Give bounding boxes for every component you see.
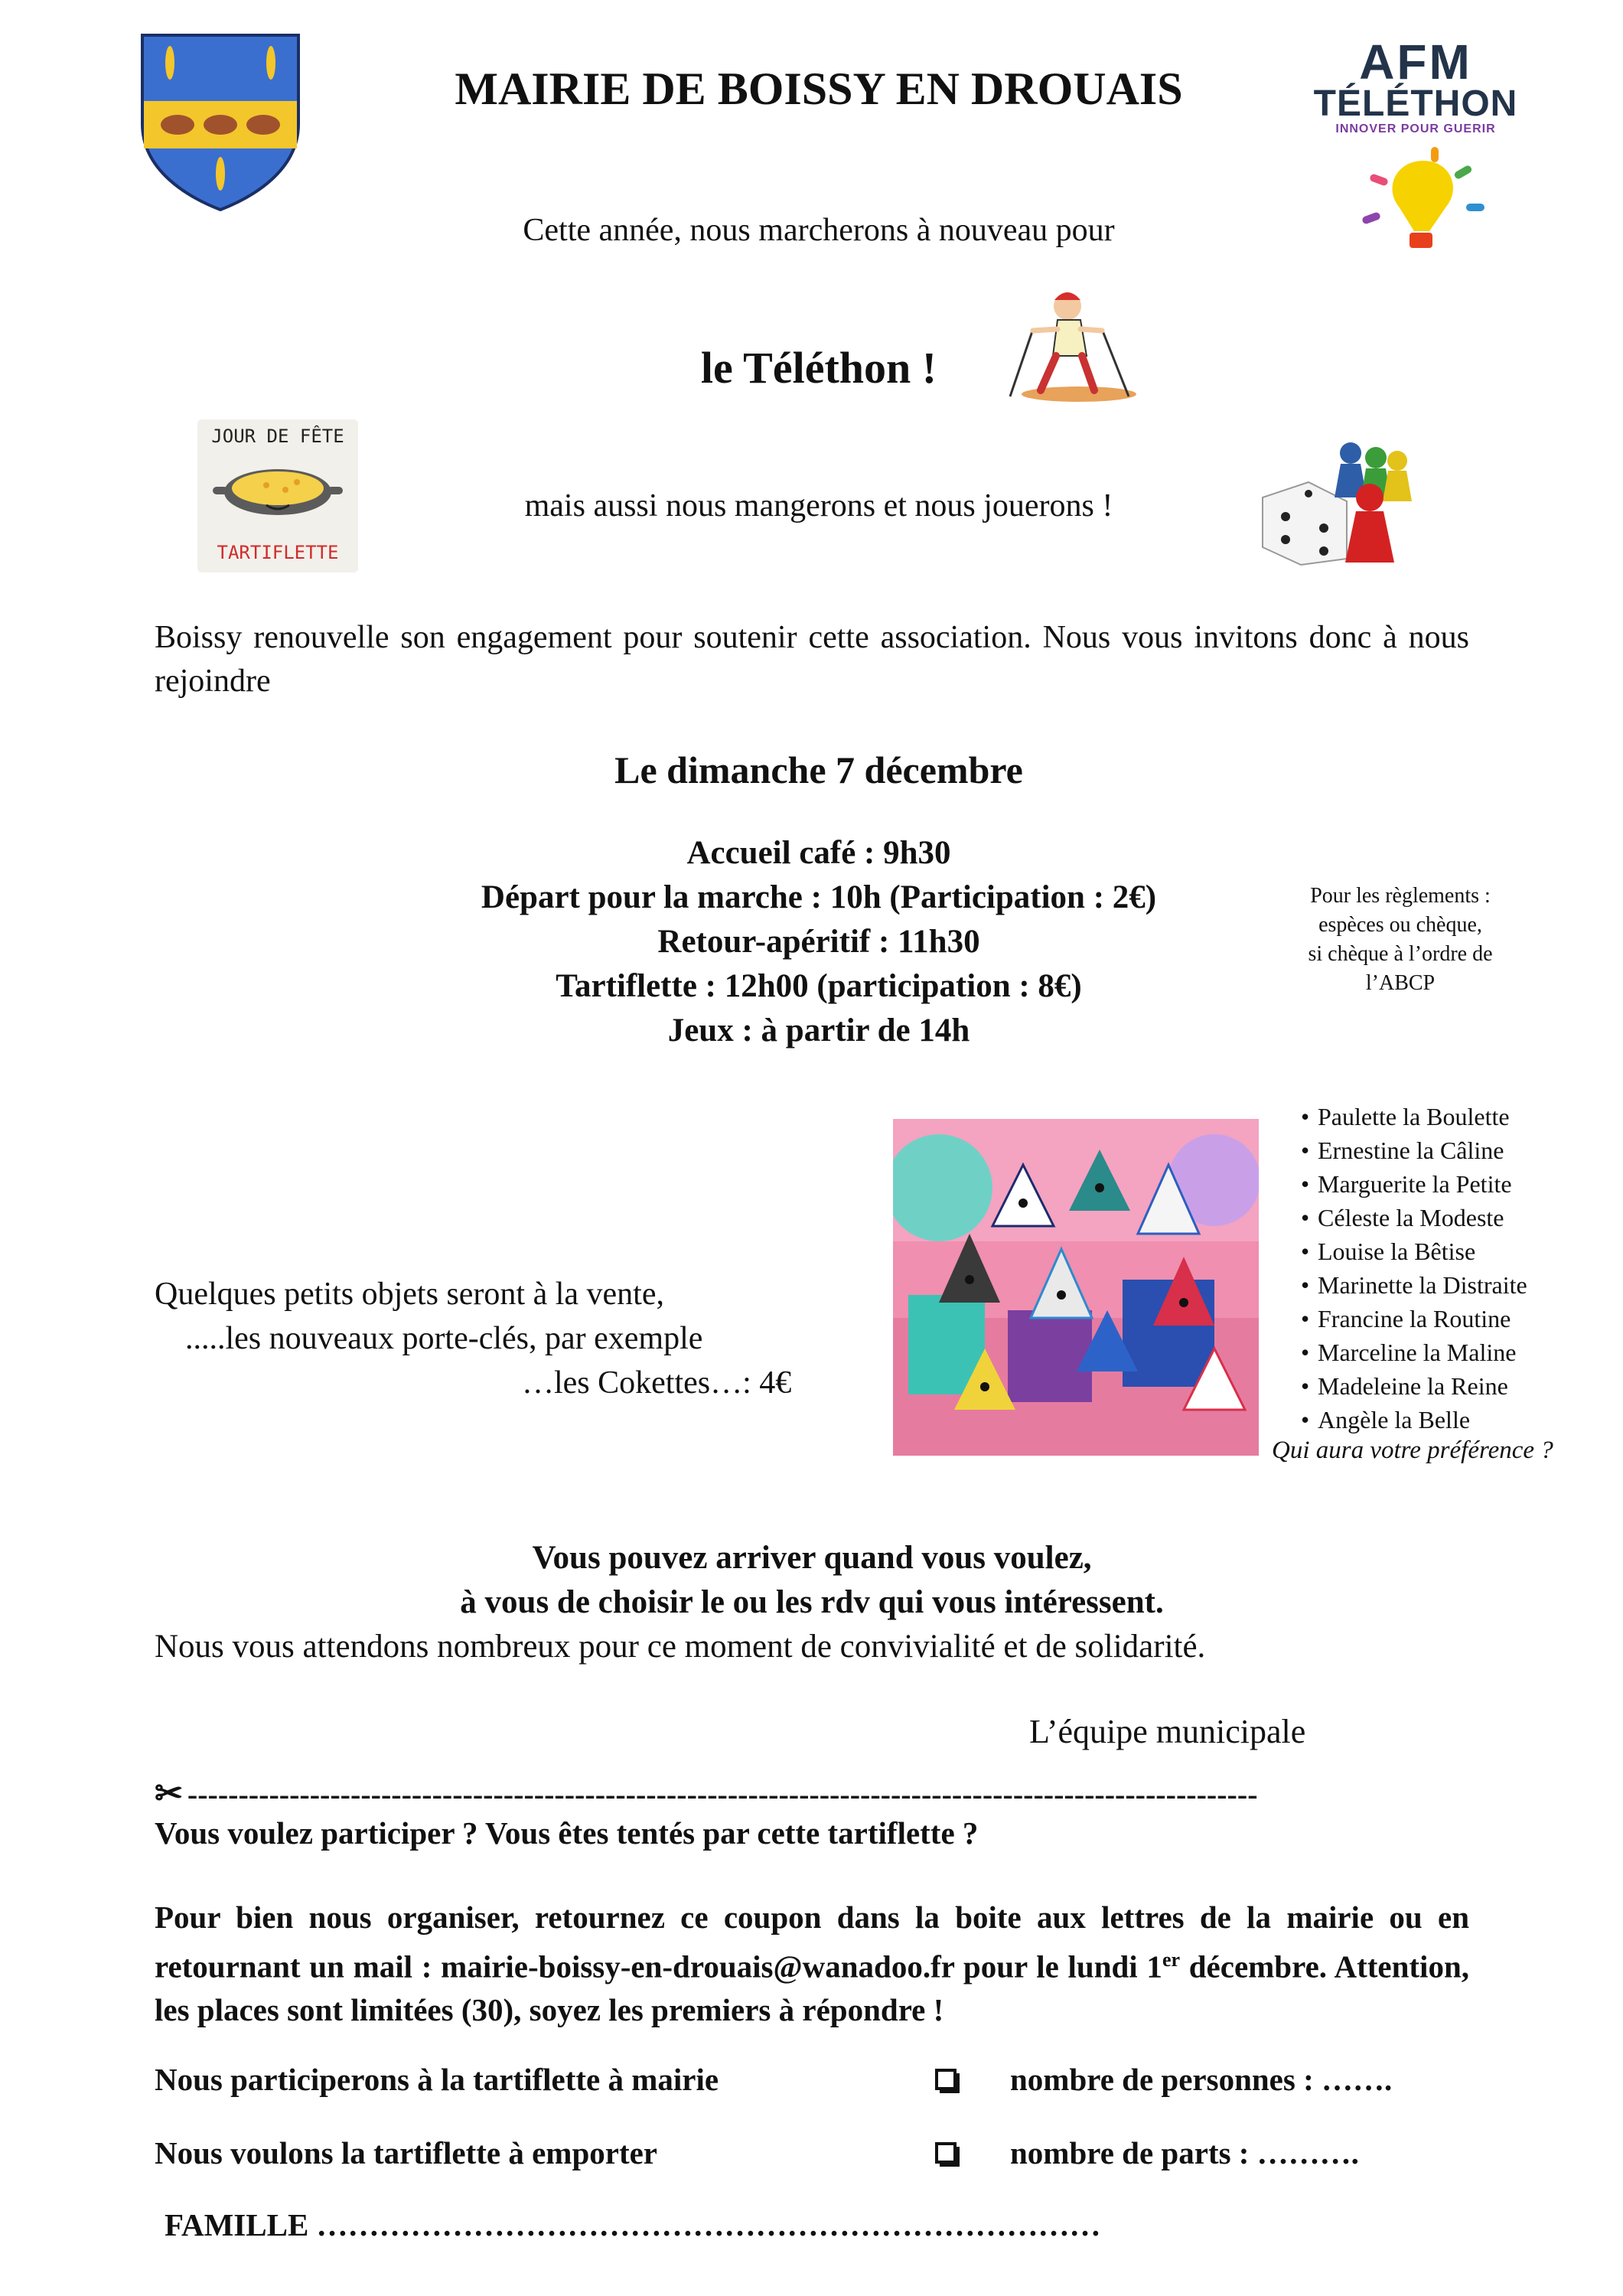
list-item: • Francine la Routine (1301, 1302, 1607, 1336)
list-item: • Louise la Bêtise (1301, 1234, 1607, 1268)
engagement-paragraph: Boissy renouvelle son engagement pour soutenir cette association. Nous vous invitons donc à nous rejoindre (155, 620, 1469, 699)
cokettes-names (1301, 1100, 1607, 1437)
payment-line: espèces ou chèque, (1318, 913, 1482, 937)
afm-logo-text: AFM (1359, 34, 1472, 90)
family-name-field[interactable]: FAMILLE ………………………………………………………………… (165, 2207, 1101, 2242)
schedule-list (329, 831, 1309, 1053)
instructions-text: Pour bien nous organiser, retournez ce coupon dans la boite aux lettres de la mairie ou en retournant un mail : mairie-boissy-en-drouais@wanadoo.fr pour le lundi 1 (155, 1900, 1469, 1985)
list-item: • Marinette la Distraite (1301, 1268, 1607, 1302)
list-item: • Madeleine la Reine (1301, 1369, 1607, 1403)
takeaway-checkbox[interactable] (935, 2142, 957, 2164)
instructions-sup: er (1162, 1949, 1181, 1971)
signature: L’équipe municipale (1029, 1713, 1306, 1750)
cut-line (155, 1774, 1469, 1805)
payment-line: l’ABCP (1365, 971, 1436, 995)
intro-line-2: mais aussi nous mangerons et nous jouerons ! (524, 488, 1113, 523)
participate-checkbox[interactable] (935, 2069, 957, 2090)
afm-telethon-logo (1293, 34, 1538, 253)
schedule-item: Tartiflette : 12h00 (participation : 8€) (556, 968, 1082, 1004)
pan-icon (213, 458, 343, 534)
arrival-line: à vous de choisir le ou les rdv qui vous intéressent. (460, 1584, 1164, 1620)
sale-line: …les Cokettes…: 4€ (522, 1365, 792, 1401)
arrival-text (155, 1536, 1469, 1669)
instructions-text: décembre. Attention, les places sont limitées (30), soyez les premiers à répondre ! (155, 1949, 1469, 2027)
sale-line: Quelques petits objets seront à la vente, (155, 1277, 664, 1312)
list-item: • Ernestine la Câline (1301, 1133, 1607, 1167)
form-row-participate (155, 2061, 1469, 2104)
sale-text (155, 1272, 843, 1405)
event-date: Le dimanche 7 décembre (614, 748, 1023, 791)
page-title: MAIRIE DE BOISSY EN DROUAIS (455, 64, 1183, 114)
logo-tagline: INNOVER POUR GUERIR (1335, 122, 1496, 135)
payment-line: si chèque à l’ordre de (1308, 942, 1493, 966)
schedule-item: Accueil café : 9h30 (686, 835, 951, 871)
intro-line-1: Cette année, nous marcherons à nouveau pour (523, 213, 1115, 248)
form-row-takeaway (155, 2135, 1469, 2177)
list-item: • Paulette la Boulette (1301, 1100, 1607, 1133)
schedule-item: Jeux : à partir de 14h (667, 1013, 970, 1049)
people-count-field[interactable]: nombre de personnes : ……. (1010, 2062, 1393, 2097)
hiker-icon (987, 283, 1148, 406)
participate-label: Nous participerons à la tartiflette à mairie (155, 2062, 719, 2097)
portions-count-field[interactable]: nombre de parts : ………. (1010, 2135, 1359, 2170)
arrival-line: Nous vous attendons nombreux pour ce moment de convivialité et de solidarité. (155, 1629, 1206, 1665)
arrival-line: Vous pouvez arriver quand vous voulez, (532, 1540, 1092, 1576)
scissors-icon: ✂ (155, 1775, 183, 1805)
coat-of-arms-icon (139, 32, 301, 212)
telethon-heading: le Téléthon ! (700, 343, 937, 393)
coupon-instructions (155, 1896, 1469, 2031)
list-item: • Angèle la Belle (1301, 1403, 1607, 1437)
schedule-item: Départ pour la marche : 10h (Participation : 2€) (481, 879, 1157, 915)
sale-line: .....les nouveaux porte-clés, par exemple (185, 1321, 703, 1356)
list-item: • Marceline la Maline (1301, 1336, 1607, 1369)
schedule-item: Retour-apéritif : 11h30 (657, 924, 980, 960)
payment-note (1270, 882, 1530, 998)
badge-bottom-text: TARTIFLETTE (217, 542, 339, 563)
badge-top-text: JOUR DE FÊTE (211, 426, 344, 447)
cokettes-photo (893, 1119, 1259, 1456)
payment-line: Pour les règlements : (1310, 884, 1491, 908)
coupon-question: Vous voulez participer ? Vous êtes tentés par cette tartiflette ? (155, 1815, 979, 1851)
sun-icon (1339, 145, 1492, 253)
cokettes-question: Qui aura votre préférence ? (1272, 1437, 1553, 1464)
list-item: • Marguerite la Petite (1301, 1167, 1607, 1201)
list-item: • Céleste la Modeste (1301, 1201, 1607, 1234)
dashed-line: --------------------------------------------------------------------------------------------------------- (187, 1777, 1258, 1805)
takeaway-label: Nous voulons la tartiflette à emporter (155, 2135, 658, 2170)
telethon-logo-text: TÉLÉTHON (1313, 83, 1518, 124)
